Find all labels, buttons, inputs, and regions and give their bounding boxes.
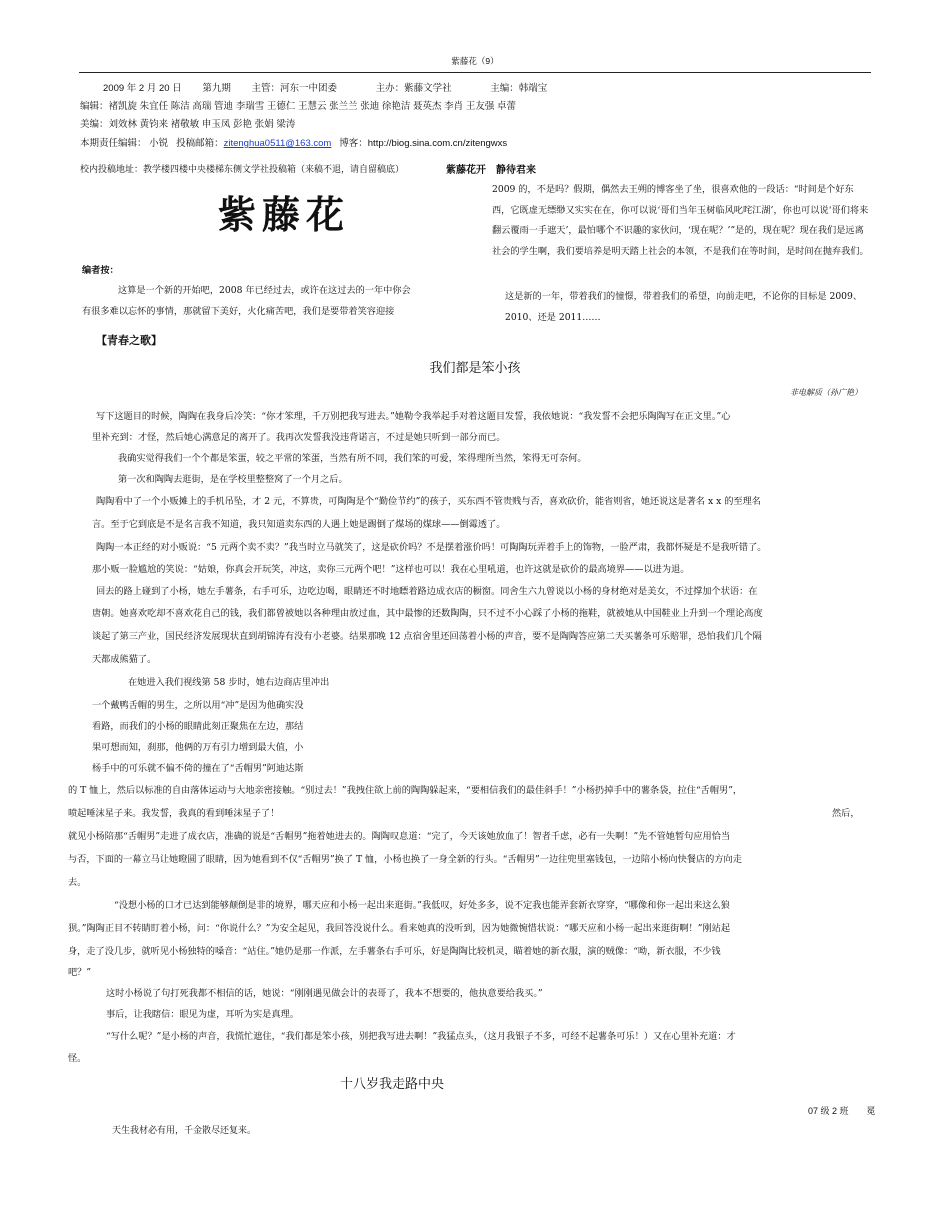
issue-line — [103, 83, 547, 95]
article1-p8-then: 然后， — [832, 808, 860, 819]
article1-p7-line5: 杨手中的可乐就不偏不倚的撞在了“舌帽男”阿迪达斯 — [92, 763, 304, 774]
article1-p9-line4: 吧？” — [68, 967, 92, 978]
article1-p3: 第一次和陶陶去逛街，是在学校里整整窝了一个月之后。 — [118, 474, 348, 485]
article1-p8-line3: 就见小杨陪那“舌帽男”走进了成衣店，准确的说是“舌帽男”拖着她进去的。陶陶叹息道：“完了，今天该她放血了！智者千虑，必有一失啊！”先不管她暂句应用恰当 — [68, 831, 731, 842]
email-link[interactable]: zitenghua0511@163.com — [223, 138, 332, 149]
issue-chief-editor: 主编：韩端宝 — [490, 83, 548, 94]
article1-p4-line1: 陶陶看中了一个小贩摊上的手机吊坠，才 2 元，不算贵，可陶陶是个“勤俭节约”的孩子，买东西不管贵贱与否，喜欢砍价，能省则省，她还说这是著名 x x 的至理名 — [96, 496, 761, 507]
editor-note-label: 编者按： — [82, 265, 119, 276]
article1-p11: 事后，让我瞎信：眼见为虚，耳听为实是真理。 — [106, 1009, 299, 1020]
issue-sponsor: 主管：河东一中团委 — [251, 83, 337, 94]
article1-p5-line1: 陶陶一本正经的对小贩说：“5 元两个卖不卖？”我当时立马就笑了，这是砍价吗？不是摆着涨价吗！可陶陶玩弄着手上的饰物，一脸严肃，我都怀疑是不是我听错了。 — [96, 542, 767, 553]
spring-paragraph: 2009 的，不是吗？假期，偶然去王朔的博客坐了坐，很喜欢他的一段话：“时间是个好东西，它既虚无缥缈又实实在在，你可以说‘哥们当年玉树临风叱咤江湖’，你也可以说‘哥们将来翻云覆雨一手遮天’，最怕哪个不识趣的家伙问，‘现在呢？’”是的，现在呢？现在我们是远离社会的学生啊，我们要培养是明天踏上社会的本领，不是我们在等时间，是时间在抛弃我们。 — [492, 184, 869, 257]
article1-p9-line2: 狈。”陶陶正目不转睛盯着小杨，问：“你说什么？”为安全起见，我回答没说什么。看来她真的没听到，因为她微惋惜状说：“哪天应和小杨一起出来逛街啊！”刚站起 — [68, 923, 731, 934]
editors-line: 编辑：褚凯旋 朱宜任 陈洁 高瑞 管迪 李瑞雪 王德仁 王慧云 张兰兰 张迪 徐艳洁 聂英杰 李肖 王友强 卓蕾 — [80, 101, 516, 112]
article1-p6-line2: 唐朝。她喜欢吃却不喜欢花自己的钱，我们都曾被她以各种理由放过血，其中最惨的还数陶陶，只不过不小心踩了小杨的拖鞋，就被她从中国鞋业上升到一个理论高度 — [92, 608, 763, 619]
article1-p8-line4: 与否，下面的一幕立马让她瞪圆了眼睛，因为她看到不仅“舌帽男”换了 T 恤，小杨也换了一身全新的行头。“舌帽男”一边往兜里塞钱包，一边陪小杨向快餐店的方向走 — [68, 854, 742, 865]
issue-organizer: 主办：紫藤文学社 — [375, 83, 452, 94]
article2-title: 十八岁我走路中央 — [340, 1076, 445, 1091]
submission-address: 校内投稿地址：教学楼四楼中央楼梯东侧文学社投稿箱（来稿不退，请自留稿底） — [80, 164, 405, 174]
article2-line1: 天生我材必有用，千金散尽还复来。 — [112, 1125, 257, 1135]
email-label: 投稿邮箱： — [176, 138, 224, 149]
issue-date: 2009 年 2 月 20 日 — [103, 83, 182, 94]
article1-p6-line4: 天都成熊猫了。 — [92, 654, 157, 665]
header-rule — [79, 72, 871, 73]
spring-title: 紫藤花开 静待君来 — [446, 165, 536, 176]
issue-number: 第九期 — [202, 83, 231, 94]
editor-note-line1: 这算是一个新的开始吧，2008 年已经过去，或许在这过去的一年中你会 — [118, 285, 411, 296]
editor-note-line2: 有很多难以忘怀的事情，那就留下美好，火化痛苦吧，我们是要带着笑容迎接 — [82, 306, 395, 317]
article1-title: 我们都是笨小孩 — [429, 360, 521, 375]
article1-p7-line1: 在她进入我们视线第 58 步时，她右边商店里冲出 — [128, 677, 330, 688]
article1-p6-line1: 回去的路上碰到了小杨，她左手薯条，右手可乐，边吃边喝，眼睛还不时地瞟着路边成衣店的橱窗。同舍生六九曾说以小杨的身材绝对是美女，不过撑加个状语：在 — [96, 586, 758, 597]
article2-byline: 07 级 2 班 冕 — [808, 1106, 876, 1116]
article1-p7-line3: 看路，而我们的小杨的眼睛此刻正聚焦在左边，那结 — [92, 721, 304, 732]
article1-p9-line3: 身，走了没几步，就听见小杨独特的嗓音：“站住。”她仍是那一作派，左手薯条右手可乐，好是陶陶比较机灵，瞄着她的新衣服，演的贼像：“呦，新衣服，不少钱 — [68, 946, 721, 957]
blog-label: 博客： — [339, 138, 368, 149]
contact-line — [80, 138, 507, 150]
blog-url[interactable]: http://biog.sina.com.cn/zitengwxs — [367, 138, 508, 149]
masthead-title: 紫藤花 — [218, 192, 351, 237]
article1-p12-line1: “写什么呢？”是小杨的声音，我慌忙遮住，“我们都是笨小孩，别把我写进去啊！”我猛点头，（这月我银子不多，可经不起薯条可乐！）又在心里补充道：才 — [106, 1031, 736, 1042]
article1-p4-line2: 言。至于它到底是不是名言我不知道，我只知道卖东西的人遇上她是踢倒了煤场的煤球——倒霉透了。 — [92, 519, 506, 530]
article1-p8-line5: 去。 — [68, 877, 87, 888]
artists-line: 美编：刘效林 黄钧来 褚敬敏 申玉凤 彭艳 张娟 梁涛 — [80, 119, 296, 130]
article1-p5-line2: 那小贩一脸尴尬的笑说：“姑娘，你真会开玩笑，冲这，卖你三元两个吧！”这样也可以！我在心里吼道，也许这就是砍价的最高境界——以进为退。 — [92, 564, 690, 575]
article1-p6-line3: 谈起了第三产业，国民经济发展现状直到胡锦涛有没有小老婆。结果那晚 12 点宿舍里还回荡着小杨的声音，要不是陶陶答应第二天买薯条可乐赔罪，恐怕我们几个隔 — [92, 631, 762, 642]
running-header: 紫藤花（9） — [451, 56, 499, 66]
article1-p12-line2: 怪。 — [68, 1053, 87, 1064]
article1-p10: 这时小杨说了句打死我都不相信的话，她说：“刚刚遇见做会计的表哥了，我本不想要的，他执意要给我买。” — [106, 988, 543, 999]
article1-p9-line1: “没想小杨的口才已达到能够颠倒是非的境界，哪天应和小杨一起出来逛街。”我低叹，好处多多，说不定我也能弄套新衣穿穿，“哪像和你一起出来这么狼 — [114, 900, 730, 911]
article1-p2: 我确实觉得我们一个个都是笨蛋，较之平常的笨蛋，当然有所不同，我们笨的可爱，笨得理所当然，笨得无可奈何。 — [118, 453, 587, 464]
article1-p1-line2: 里补充到：才怪，然后她心满意足的离开了。我再次发誓我没违背诺言，不过是她只听到一部分而已。 — [92, 432, 506, 443]
article1-p8-line2: 喷起唾沫星子来。我发誓，我真的看到唾沫星子了！ — [68, 808, 280, 819]
spring-paragraph-2: 这是新的一年，带着我们的憧憬，带着我们的希望，向前走吧，不论你的目标是 2009、2010、还是 2011…… — [505, 291, 863, 323]
article1-p8-line1: 的 T 恤上，然后以标准的自由落体运动与大地亲密接触。“别过去！”我拽住欲上前的陶陶躲起来，“要相信我们的最佳斜手！”小杨扔掉手中的薯条袋，拉住“舌帽男”， — [68, 785, 743, 796]
responsible-editor-label: 本期责任编辑： — [80, 138, 147, 149]
article1-byline: 非电解质（孙广艳） — [790, 388, 862, 397]
section-label: 【青春之歌】 — [96, 335, 162, 347]
article1-p7-line2: 一个戴鸭舌帽的男生，之所以用“冲”是因为他确实没 — [92, 700, 304, 711]
article1-p7-line4: 果可想而知，刹那，他俩的万有引力增到最大值，小 — [92, 742, 304, 753]
responsible-editor-name: 小锐 — [149, 138, 169, 149]
article1-p1-line1: 写下这题目的时候，陶陶在我身后冷笑：“你才笨理，千万别把我写进去。”她勒令我举起手对着这题目发誓，我依她说：“我发誓不会把乐陶陶写在正文里。”心 — [96, 411, 731, 422]
